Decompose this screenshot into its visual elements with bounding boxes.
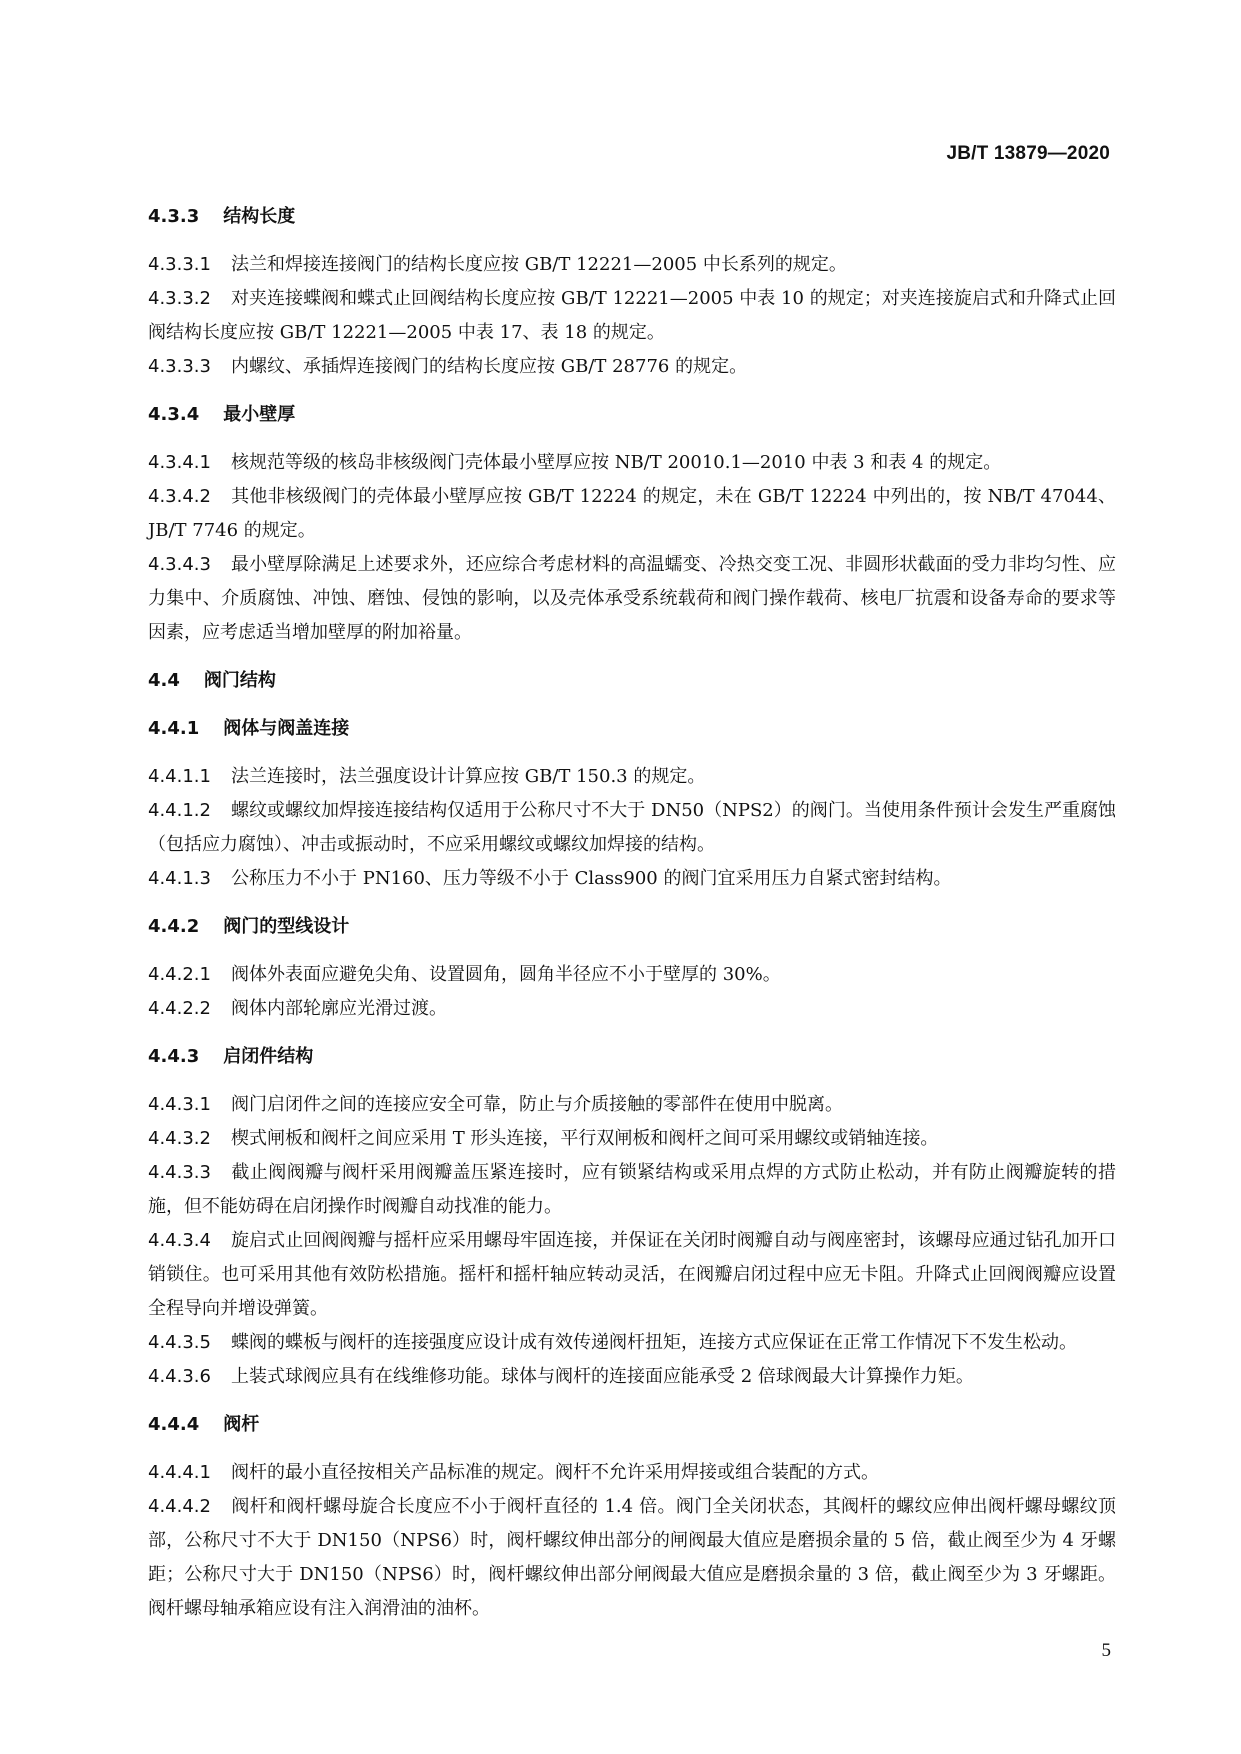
clause-text: 阀杆和阀杆螺母旋合长度应不小于阀杆直径的 1.4 倍。阀门全关闭状态，其阀杆的螺纹应伸出阀杆螺母螺纹顶部，公称尺寸不大于 DN150（NPS6）时，阀杆螺纹伸出部分的闸阀最大值应是磨损余量的 5 倍，截止阀至少为 4 牙螺距；公称尺寸大于 DN150（NPS6）时，阀杆螺纹伸出部分闸阀最大值应是磨损余量的 3 倍，截止阀至少为 3 牙螺距。阀杆螺母轴承箱应设有注入润滑油的油杯。 — [148, 1496, 1116, 1619]
clause-paragraph — [148, 1122, 1116, 1156]
clause-text: 旋启式止回阀阀瓣与摇杆应采用螺母牢固连接，并保证在关闭时阀瓣自动与阀座密封，该螺母应通过钻孔加开口销锁住。也可采用其他有效防松措施。摇杆和摇杆轴应转动灵活，在阀瓣启闭过程中应无卡阻。升降式止回阀阀瓣应设置全程导向并增设弹簧。 — [148, 1230, 1116, 1319]
clause-number: 4.3.4.2 — [148, 486, 211, 507]
clause-paragraph — [148, 1088, 1116, 1122]
clause-number: 4.4.3.3 — [148, 1162, 211, 1183]
clause-paragraph — [148, 862, 1116, 896]
clause-number: 4.4.3.5 — [148, 1332, 211, 1353]
clause-number: 4.4.2.2 — [148, 998, 211, 1019]
clause-paragraph — [148, 480, 1116, 548]
clause-number: 4.4.3.4 — [148, 1230, 211, 1251]
clause-number: 4.3.4 — [148, 404, 200, 425]
clause-text: 蝶阀的蝶板与阀杆的连接强度应设计成有效传递阀杆扭矩，连接方式应保证在正常工作情况下不发生松动。 — [230, 1332, 1077, 1353]
clause-number: 4.4.2.1 — [148, 964, 211, 985]
clause-number: 4.4.1.2 — [148, 800, 211, 821]
heading-text: 结构长度 — [223, 206, 296, 227]
clause-text: 公称压力不小于 PN160、压力等级不小于 Class900 的阀门宜采用压力自紧式密封结构。 — [230, 868, 952, 889]
clause-paragraph — [148, 1326, 1116, 1360]
clause-paragraph — [148, 992, 1116, 1026]
section-heading — [148, 712, 1116, 746]
clause-text: 其他非核级阀门的壳体最小壁厚应按 GB/T 12224 的规定，未在 GB/T 12224 中列出的，按 NB/T 47044、JB/T 7746 的规定。 — [148, 486, 1116, 541]
clause-paragraph — [148, 446, 1116, 480]
clause-text: 上装式球阀应具有在线维修功能。球体与阀杆的连接面应能承受 2 倍球阀最大计算操作力矩。 — [230, 1366, 974, 1387]
clause-number: 4.3.3.3 — [148, 356, 211, 377]
clause-paragraph — [148, 1224, 1116, 1326]
document-body — [148, 200, 1116, 1626]
clause-text: 阀体内部轮廓应光滑过渡。 — [230, 998, 447, 1019]
clause-number: 4.3.4.3 — [148, 554, 211, 575]
clause-number: 4.4.1 — [148, 718, 200, 739]
clause-number: 4.4.3.1 — [148, 1094, 211, 1115]
page-number: 5 — [1101, 1640, 1111, 1661]
section-heading — [148, 664, 1116, 698]
clause-number: 4.4.4.1 — [148, 1462, 211, 1483]
clause-number: 4.4.2 — [148, 916, 200, 937]
heading-text: 启闭件结构 — [223, 1046, 314, 1067]
clause-paragraph — [148, 350, 1116, 384]
clause-text: 阀体外表面应避免尖角、设置圆角，圆角半径应不小于壁厚的 30%。 — [230, 964, 781, 985]
heading-text: 阀门结构 — [203, 670, 276, 691]
clause-paragraph — [148, 1456, 1116, 1490]
heading-text: 阀门的型线设计 — [223, 916, 350, 937]
heading-text: 阀杆 — [223, 1414, 260, 1435]
clause-number: 4.4.1.1 — [148, 766, 211, 787]
clause-number: 4.4 — [148, 670, 180, 691]
section-heading — [148, 1040, 1116, 1074]
clause-paragraph — [148, 794, 1116, 862]
clause-text: 法兰和焊接连接阀门的结构长度应按 GB/T 12221—2005 中长系列的规定。 — [230, 254, 847, 275]
clause-paragraph — [148, 282, 1116, 350]
clause-number: 4.3.4.1 — [148, 452, 211, 473]
clause-text: 核规范等级的核岛非核级阀门壳体最小壁厚应按 NB/T 20010.1—2010 中表 3 和表 4 的规定。 — [230, 452, 1002, 473]
clause-text: 阀门启闭件之间的连接应安全可靠，防止与介质接触的零部件在使用中脱离。 — [230, 1094, 843, 1115]
standard-number: JB/T 13879—2020 — [946, 143, 1110, 164]
clause-text: 螺纹或螺纹加焊接连接结构仅适用于公称尺寸不大于 DN50（NPS2）的阀门。当使用条件预计会发生严重腐蚀（包括应力腐蚀）、冲击或振动时，不应采用螺纹或螺纹加焊接的结构。 — [148, 800, 1116, 855]
clause-paragraph — [148, 1360, 1116, 1394]
clause-text: 法兰连接时，法兰强度设计计算应按 GB/T 150.3 的规定。 — [230, 766, 706, 787]
clause-text: 对夹连接蝶阀和蝶式止回阀结构长度应按 GB/T 12221—2005 中表 10 的规定；对夹连接旋启式和升降式止回阀结构长度应按 GB/T 12221—2005 中表 17、表 18 的规定。 — [148, 288, 1116, 343]
section-heading — [148, 398, 1116, 432]
clause-number: 4.4.1.3 — [148, 868, 211, 889]
clause-number: 4.3.3.2 — [148, 288, 211, 309]
clause-text: 最小壁厚除满足上述要求外，还应综合考虑材料的高温蠕变、冷热交变工况、非圆形状截面的受力非均匀性、应力集中、介质腐蚀、冲蚀、磨蚀、侵蚀的影响，以及壳体承受系统载荷和阀门操作载荷、核电厂抗震和设备寿命的要求等因素，应考虑适当增加壁厚的附加裕量。 — [148, 554, 1116, 643]
clause-number: 4.4.3.2 — [148, 1128, 211, 1149]
clause-number: 4.3.3 — [148, 206, 200, 227]
clause-text: 阀杆的最小直径按相关产品标准的规定。阀杆不允许采用焊接或组合装配的方式。 — [230, 1462, 879, 1483]
clause-paragraph — [148, 548, 1116, 650]
section-heading — [148, 200, 1116, 234]
clause-number: 4.4.3.6 — [148, 1366, 211, 1387]
clause-number: 4.3.3.1 — [148, 254, 211, 275]
clause-paragraph — [148, 1156, 1116, 1224]
clause-text: 楔式闸板和阀杆之间应采用 T 形头连接，平行双闸板和阀杆之间可采用螺纹或销轴连接。 — [230, 1128, 939, 1149]
clause-paragraph — [148, 248, 1116, 282]
clause-number: 4.4.4 — [148, 1414, 200, 1435]
clause-paragraph — [148, 958, 1116, 992]
section-heading — [148, 1408, 1116, 1442]
heading-text: 阀体与阀盖连接 — [223, 718, 350, 739]
clause-text: 内螺纹、承插焊连接阀门的结构长度应按 GB/T 28776 的规定。 — [230, 356, 748, 377]
clause-paragraph — [148, 1490, 1116, 1626]
clause-text: 截止阀阀瓣与阀杆采用阀瓣盖压紧连接时，应有锁紧结构或采用点焊的方式防止松动，并有防止阀瓣旋转的措施，但不能妨碍在启闭操作时阀瓣自动找准的能力。 — [148, 1162, 1116, 1217]
clause-number: 4.4.4.2 — [148, 1496, 211, 1517]
clause-paragraph — [148, 760, 1116, 794]
clause-number: 4.4.3 — [148, 1046, 200, 1067]
heading-text: 最小壁厚 — [223, 404, 296, 425]
section-heading — [148, 910, 1116, 944]
